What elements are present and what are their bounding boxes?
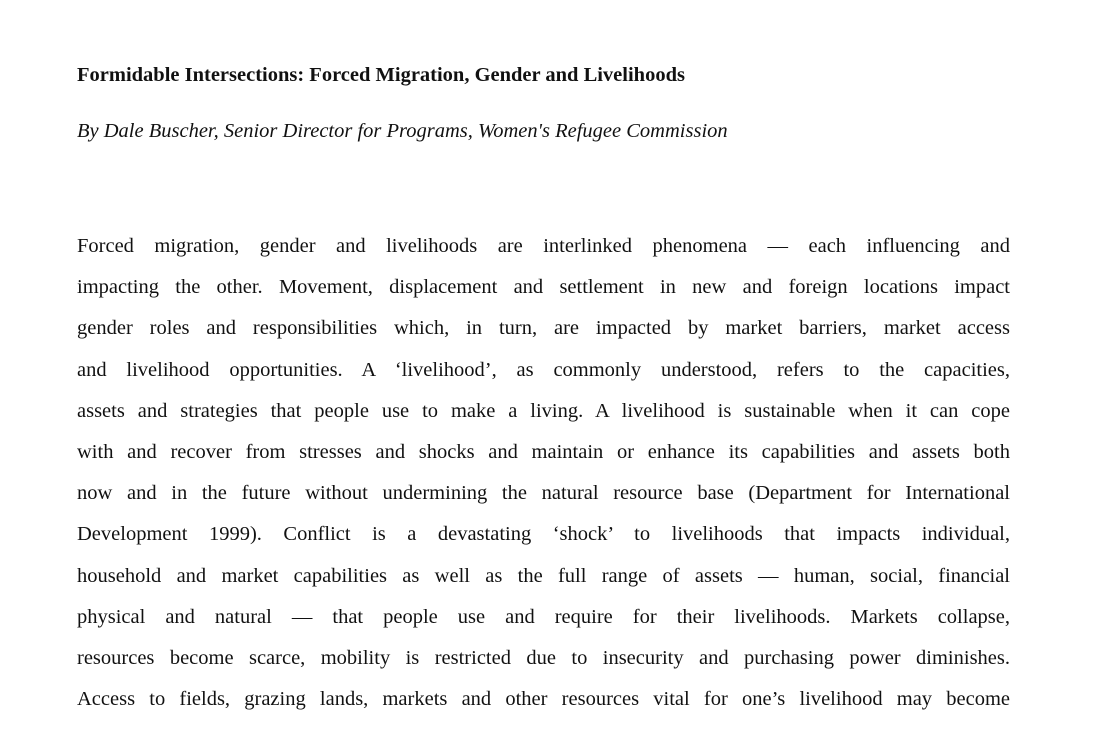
paragraph-line-10: physical and natural — that people use and require for their livelihoods. Markets collapse,: [77, 605, 1010, 628]
paragraph-line-4: and livelihood opportunities. A ‘livelihood’, as commonly understood, refers to the capacities,: [77, 358, 1010, 381]
paragraph-line-6: with and recover from stresses and shocks and maintain or enhance its capabilities and assets both: [77, 440, 1010, 463]
paragraph-line-11: resources become scarce, mobility is restricted due to insecurity and purchasing power diminishes.: [77, 646, 1010, 669]
paragraph-line-1: Forced migration, gender and livelihoods are interlinked phenomena — each influencing and: [77, 235, 1010, 257]
paragraph-line-7: now and in the future without undermining the natural resource base (Department for International: [77, 482, 1010, 505]
body-paragraph: [77, 229, 1010, 723]
paragraph-line-8: Development 1999). Conflict is a devastating ‘shock’ to livelihoods that impacts individual,: [77, 523, 1010, 546]
paragraph-line-5: assets and strategies that people use to make a living. A livelihood is sustainable when it can cope: [77, 399, 1010, 422]
document-title: Formidable Intersections: Forced Migration, Gender and Livelihoods: [77, 64, 685, 86]
paragraph-line-9: household and market capabilities as well as the full range of assets — human, social, financial: [77, 564, 1010, 587]
paragraph-line-2: impacting the other. Movement, displacement and settlement in new and foreign locations impact: [77, 276, 1010, 299]
paragraph-line-12: Access to fields, grazing lands, markets and other resources vital for one’s livelihood may become: [77, 688, 1010, 711]
paragraph-line-3: gender roles and responsibilities which, in turn, are impacted by market barriers, market access: [77, 317, 1010, 340]
author-byline: By Dale Buscher, Senior Director for Programs, Women's Refugee Commission: [77, 120, 728, 142]
